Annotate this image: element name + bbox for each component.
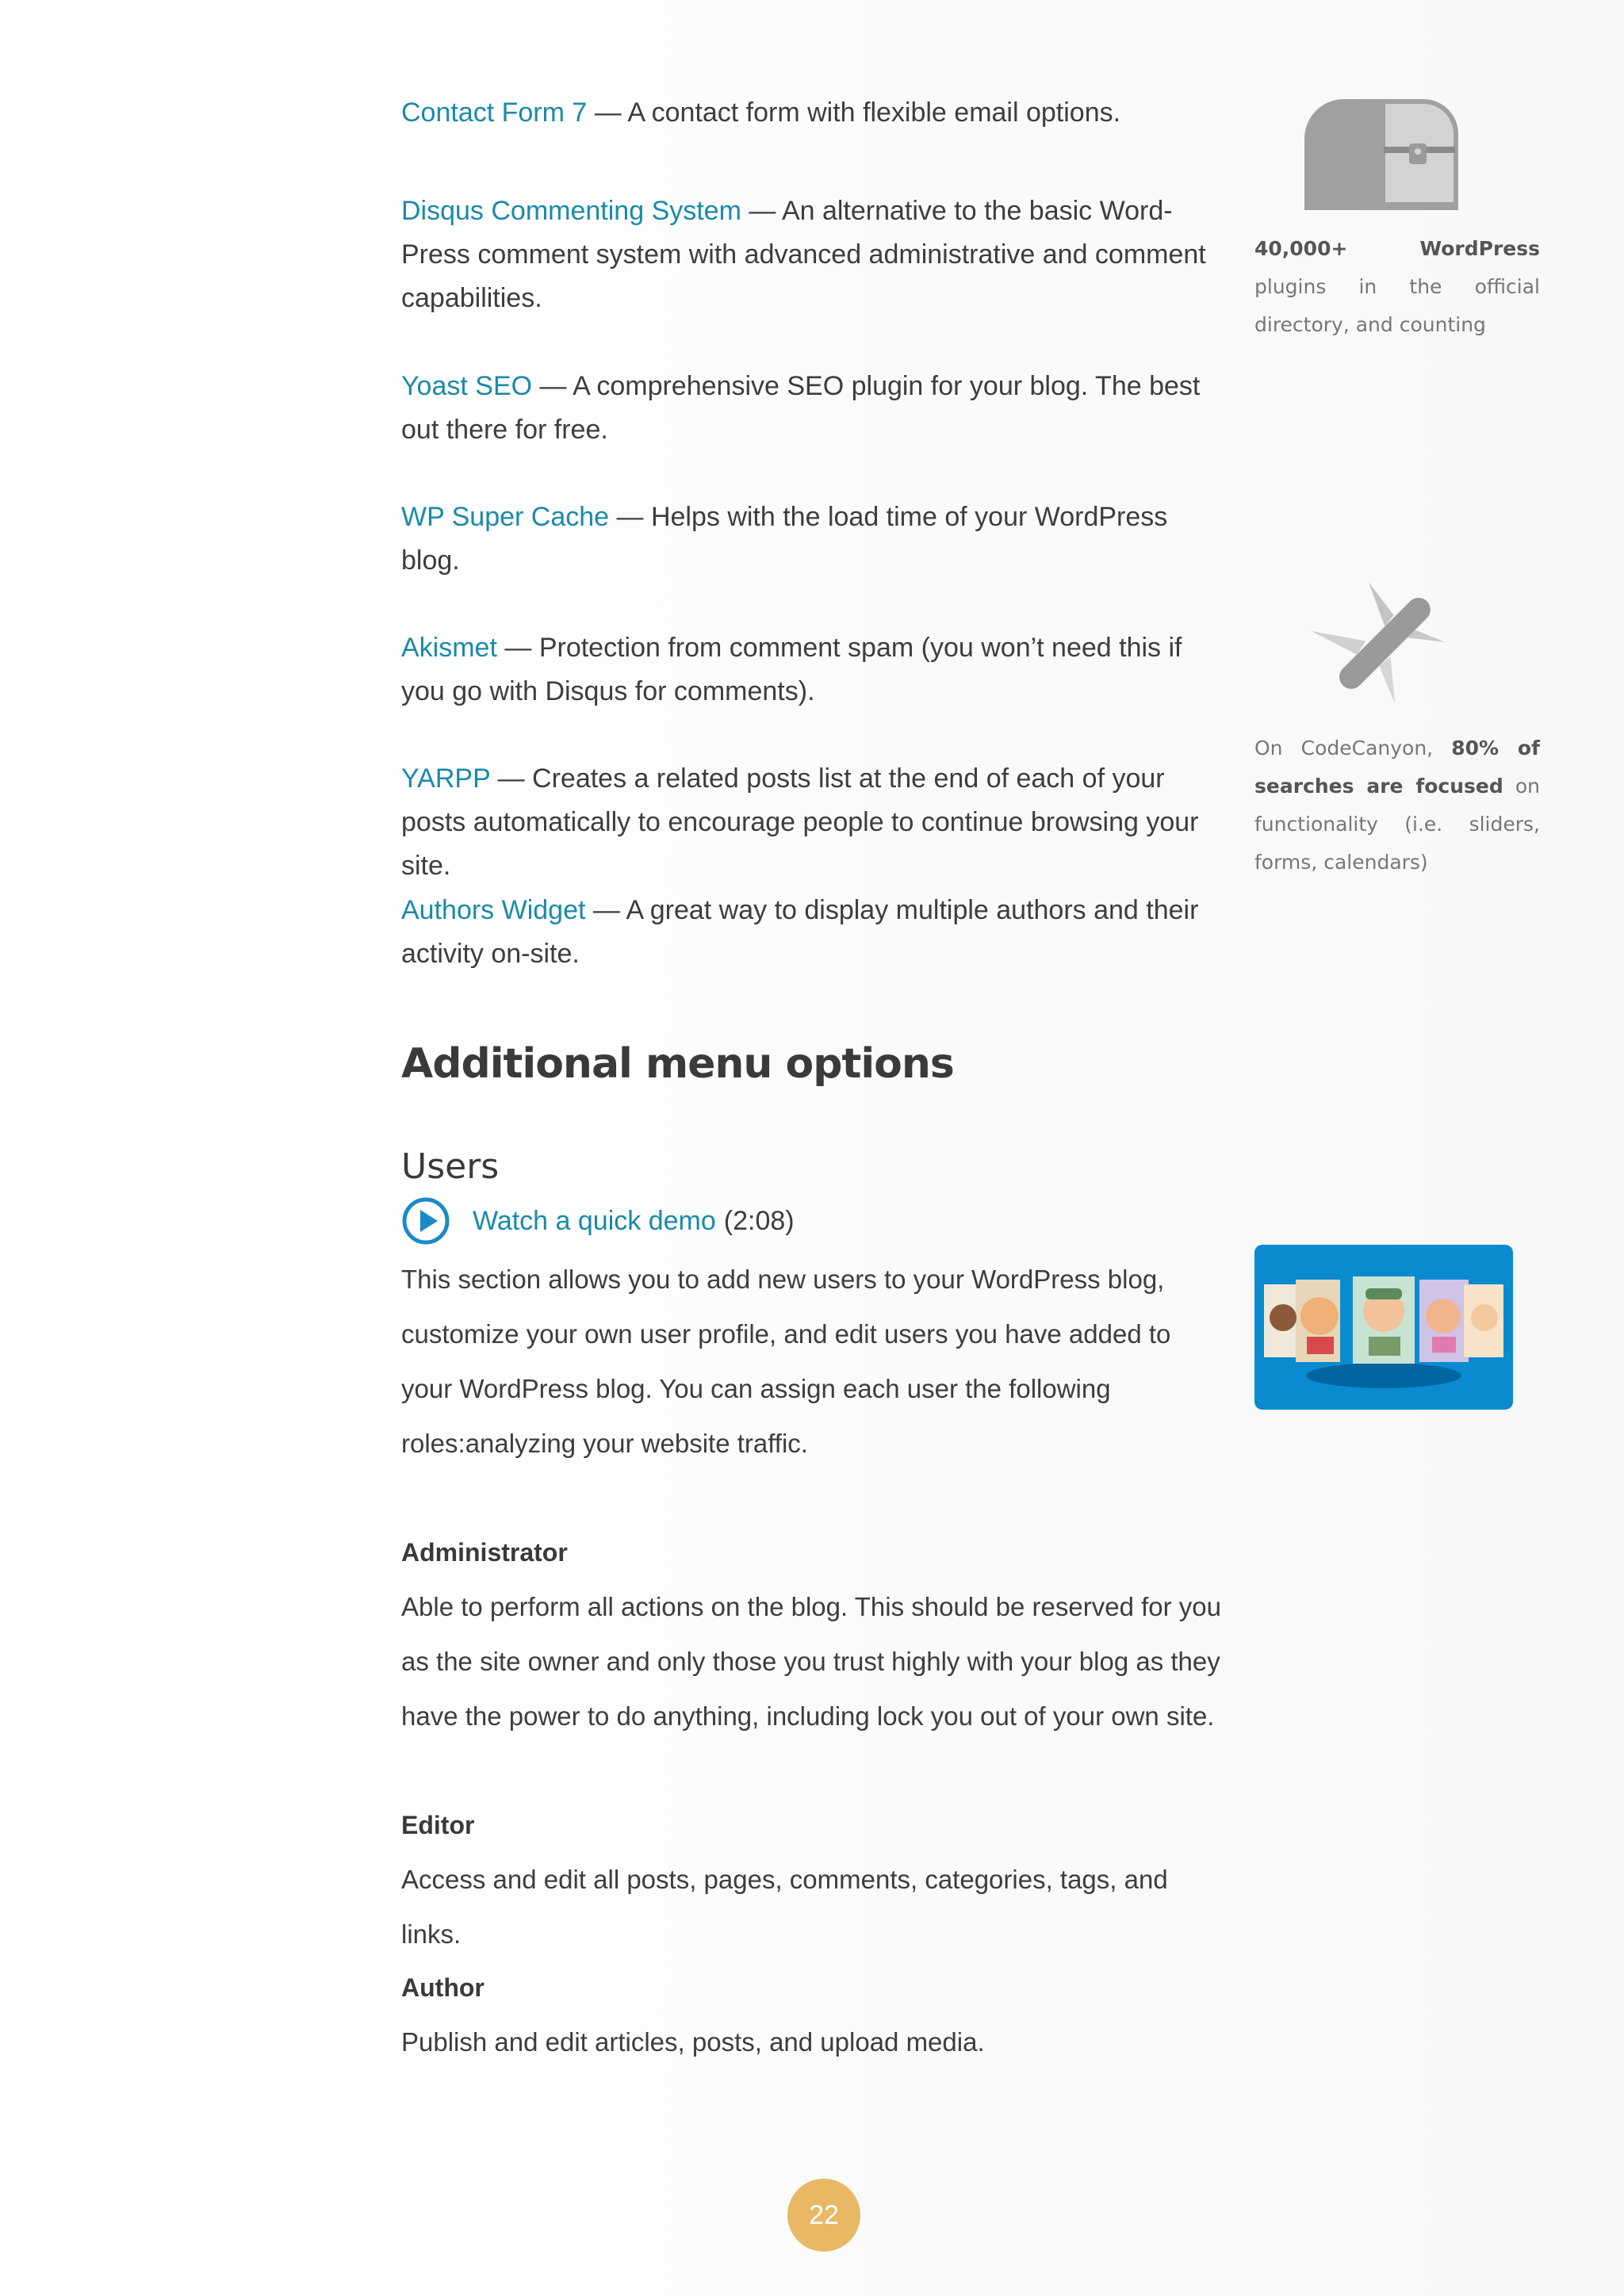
role-name-administrator: Administrator — [401, 1538, 568, 1567]
page-number-badge: 22 — [787, 2179, 860, 2252]
plugin-item: Akismet — Protection from comment spam (you won’t need this if you go with Disqus for comments). — [401, 633, 1182, 706]
role-name-editor: Editor — [401, 1811, 475, 1839]
plugin-item: Yoast SEO — A comprehensive SEO plugin for your blog. The best out there for free. — [401, 371, 1201, 445]
users-intro: This section allows you to add new users to your WordPress blog, customize your own user profile, and edit users you have added to your WordPress blog. You can assign each user the following roles:analyzing your website traffic. — [401, 1265, 1171, 1458]
role-desc-author: Publish and edit articles, posts, and upload media. — [401, 2027, 985, 2057]
plugin-item: Disqus Commenting System — An alternative to the basic Word-Press comment system with advanced administrative and comment capabilities. — [401, 196, 1206, 313]
section-title: Additional menu options — [401, 1040, 954, 1088]
role-desc-editor: Access and edit all posts, pages, comments, categories, tags, and links. — [401, 1865, 1168, 1949]
plugin-item: Contact Form 7 — A contact form with flexible email options. — [401, 98, 1121, 128]
treasure-chest-icon — [1304, 99, 1458, 210]
plugin-item: WP Super Cache — Helps with the load time of your WordPress blog. — [401, 502, 1168, 576]
user-cards — [1264, 1276, 1503, 1364]
role-desc-administrator: Able to perform all actions on the blog. This should be reserved for you as the site owner and only those you trust highly with your blog as they have the power to do anything, including lock you out of your own site. — [401, 1592, 1221, 1731]
plugin-link-yoast-seo[interactable]: Yoast SEO — [401, 371, 533, 401]
play-icon[interactable] — [401, 1196, 450, 1246]
users-heading: Users — [401, 1146, 500, 1187]
demo-duration: (2:08) — [723, 1205, 795, 1236]
plugin-link-akismet[interactable]: Akismet — [401, 633, 497, 663]
role-name-author: Author — [401, 1973, 485, 2002]
video-thumbnail-users[interactable] — [1254, 1245, 1513, 1410]
plugin-link-wp-super-cache[interactable]: WP Super Cache — [401, 502, 610, 532]
plugins-stat-caption: 40,000+ WordPress plugins in the official directory, and counting — [1254, 237, 1540, 336]
plugin-link-yarpp[interactable]: YARPP — [401, 763, 491, 794]
demo-row — [401, 1196, 795, 1246]
plugin-link-contact-form-7[interactable]: Contact Form 7 — [401, 98, 588, 128]
watch-demo-link[interactable]: Watch a quick demo — [473, 1205, 716, 1236]
swiss-army-knife-icon — [1308, 575, 1459, 710]
plugin-item: Authors Widget — A great way to display multiple authors and their activity on-site. — [401, 895, 1199, 969]
codecanyon-stat-caption: On CodeCanyon, 80% of searches are focused on functionality (i.e. sliders, forms, calendars) — [1254, 737, 1541, 874]
plugin-link-disqus[interactable]: Disqus Commenting System — [401, 196, 741, 226]
plugin-item: YARPP — Creates a related posts list at the end of each of your posts automatically to encourage people to continue browsing your site. — [401, 763, 1199, 881]
plugin-link-authors-widget[interactable]: Authors Widget — [401, 895, 586, 925]
